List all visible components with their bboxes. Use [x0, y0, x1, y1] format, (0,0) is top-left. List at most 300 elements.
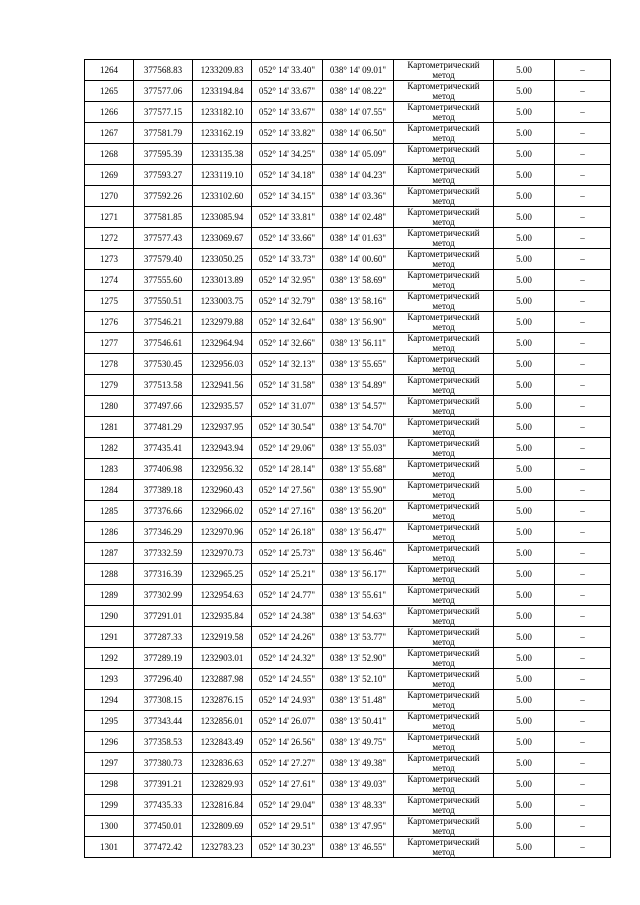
method-text: Картометрический [407, 837, 480, 847]
latitude-cell: 052° 14' 32.66" [252, 333, 323, 354]
table-row [85, 732, 611, 753]
y-coordinate-cell: 1233050.25 [193, 249, 252, 270]
point-number-cell: 1290 [85, 606, 134, 627]
longitude-cell: 038° 13' 49.75" [323, 732, 394, 753]
note-cell: – [555, 480, 611, 501]
latitude-cell: 052° 14' 33.40" [252, 60, 323, 81]
precision-cell: 5.00 [494, 669, 555, 690]
y-coordinate-cell: 1233209.83 [193, 60, 252, 81]
y-coordinate-cell: 1233135.38 [193, 144, 252, 165]
x-coordinate-cell: 377581.79 [134, 123, 193, 144]
method-text: метод [432, 553, 455, 563]
y-coordinate-cell: 1233069.67 [193, 228, 252, 249]
method-cell [394, 396, 494, 417]
method-text: Картометрический [407, 753, 480, 763]
x-coordinate-cell: 377291.01 [134, 606, 193, 627]
x-coordinate-cell: 377391.21 [134, 774, 193, 795]
method-text: Картометрический [407, 816, 480, 826]
longitude-cell: 038° 13' 55.65" [323, 354, 394, 375]
method-text: Картометрический [407, 102, 480, 112]
y-coordinate-cell: 1232943.94 [193, 438, 252, 459]
method-cell [394, 165, 494, 186]
note-cell: – [555, 123, 611, 144]
method-cell [394, 753, 494, 774]
precision-cell: 5.00 [494, 396, 555, 417]
method-text: метод [432, 469, 455, 479]
method-text: Картометрический [407, 606, 480, 616]
latitude-cell: 052° 14' 34.18" [252, 165, 323, 186]
document-page [84, 59, 611, 858]
method-text: метод [432, 679, 455, 689]
x-coordinate-cell: 377513.58 [134, 375, 193, 396]
method-cell [394, 102, 494, 123]
method-text: Картометрический [407, 270, 480, 280]
latitude-cell: 052° 14' 33.66" [252, 228, 323, 249]
longitude-cell: 038° 14' 01.63" [323, 228, 394, 249]
precision-cell: 5.00 [494, 123, 555, 144]
method-cell [394, 522, 494, 543]
note-cell: – [555, 228, 611, 249]
x-coordinate-cell: 377435.33 [134, 795, 193, 816]
precision-cell: 5.00 [494, 795, 555, 816]
x-coordinate-cell: 377406.98 [134, 459, 193, 480]
table-row [85, 480, 611, 501]
method-text: Картометрический [407, 228, 480, 238]
latitude-cell: 052° 14' 26.07" [252, 711, 323, 732]
note-cell: – [555, 249, 611, 270]
precision-cell: 5.00 [494, 837, 555, 858]
point-number-cell: 1265 [85, 81, 134, 102]
point-number-cell: 1273 [85, 249, 134, 270]
table-row [85, 690, 611, 711]
note-cell: – [555, 501, 611, 522]
table-row [85, 543, 611, 564]
table-row [85, 270, 611, 291]
x-coordinate-cell: 377579.40 [134, 249, 193, 270]
latitude-cell: 052° 14' 32.13" [252, 354, 323, 375]
method-text: метод [432, 280, 455, 290]
method-text: Картометрический [407, 375, 480, 385]
x-coordinate-cell: 377302.99 [134, 585, 193, 606]
x-coordinate-cell: 377289.19 [134, 648, 193, 669]
method-cell [394, 543, 494, 564]
x-coordinate-cell: 377592.26 [134, 186, 193, 207]
latitude-cell: 052° 14' 34.15" [252, 186, 323, 207]
point-number-cell: 1292 [85, 648, 134, 669]
method-text: метод [432, 742, 455, 752]
note-cell: – [555, 291, 611, 312]
longitude-cell: 038° 13' 56.20" [323, 501, 394, 522]
longitude-cell: 038° 14' 07.55" [323, 102, 394, 123]
longitude-cell: 038° 13' 55.90" [323, 480, 394, 501]
method-cell [394, 501, 494, 522]
table-row [85, 816, 611, 837]
method-cell [394, 207, 494, 228]
table-row [85, 60, 611, 81]
method-text: Картометрический [407, 312, 480, 322]
precision-cell: 5.00 [494, 228, 555, 249]
longitude-cell: 038° 14' 05.09" [323, 144, 394, 165]
method-cell [394, 648, 494, 669]
point-number-cell: 1264 [85, 60, 134, 81]
y-coordinate-cell: 1232956.03 [193, 354, 252, 375]
longitude-cell: 038° 13' 55.61" [323, 585, 394, 606]
y-coordinate-cell: 1232876.15 [193, 690, 252, 711]
point-number-cell: 1269 [85, 165, 134, 186]
longitude-cell: 038° 13' 53.77" [323, 627, 394, 648]
method-text: Картометрический [407, 669, 480, 679]
point-number-cell: 1294 [85, 690, 134, 711]
method-text: метод [432, 175, 455, 185]
x-coordinate-cell: 377472.42 [134, 837, 193, 858]
method-text: Картометрический [407, 60, 480, 70]
precision-cell: 5.00 [494, 333, 555, 354]
method-text: Картометрический [407, 207, 480, 217]
method-text: Картометрический [407, 585, 480, 595]
method-cell [394, 627, 494, 648]
method-cell [394, 228, 494, 249]
table-row [85, 144, 611, 165]
precision-cell: 5.00 [494, 501, 555, 522]
method-cell [394, 459, 494, 480]
longitude-cell: 038° 13' 54.63" [323, 606, 394, 627]
point-number-cell: 1286 [85, 522, 134, 543]
note-cell: – [555, 774, 611, 795]
y-coordinate-cell: 1232937.95 [193, 417, 252, 438]
table-row [85, 711, 611, 732]
method-text: Картометрический [407, 543, 480, 553]
method-cell [394, 606, 494, 627]
point-number-cell: 1276 [85, 312, 134, 333]
longitude-cell: 038° 13' 46.55" [323, 837, 394, 858]
method-cell [394, 795, 494, 816]
precision-cell: 5.00 [494, 417, 555, 438]
y-coordinate-cell: 1232919.58 [193, 627, 252, 648]
method-cell [394, 249, 494, 270]
y-coordinate-cell: 1232970.73 [193, 543, 252, 564]
x-coordinate-cell: 377346.29 [134, 522, 193, 543]
latitude-cell: 052° 14' 32.95" [252, 270, 323, 291]
longitude-cell: 038° 14' 04.23" [323, 165, 394, 186]
precision-cell: 5.00 [494, 354, 555, 375]
note-cell: – [555, 711, 611, 732]
method-text: метод [432, 259, 455, 269]
precision-cell: 5.00 [494, 438, 555, 459]
precision-cell: 5.00 [494, 816, 555, 837]
table-row [85, 606, 611, 627]
latitude-cell: 052° 14' 26.56" [252, 732, 323, 753]
point-number-cell: 1298 [85, 774, 134, 795]
precision-cell: 5.00 [494, 249, 555, 270]
longitude-cell: 038° 13' 56.47" [323, 522, 394, 543]
point-number-cell: 1295 [85, 711, 134, 732]
longitude-cell: 038° 13' 49.03" [323, 774, 394, 795]
method-text: метод [432, 238, 455, 248]
method-text: Картометрический [407, 354, 480, 364]
y-coordinate-cell: 1232783.23 [193, 837, 252, 858]
point-number-cell: 1272 [85, 228, 134, 249]
table-row [85, 333, 611, 354]
y-coordinate-cell: 1232970.96 [193, 522, 252, 543]
point-number-cell: 1275 [85, 291, 134, 312]
latitude-cell: 052° 14' 33.73" [252, 249, 323, 270]
x-coordinate-cell: 377450.01 [134, 816, 193, 837]
method-cell [394, 291, 494, 312]
note-cell: – [555, 522, 611, 543]
method-text: метод [432, 511, 455, 521]
longitude-cell: 038° 13' 55.68" [323, 459, 394, 480]
latitude-cell: 052° 14' 24.55" [252, 669, 323, 690]
method-text: метод [432, 385, 455, 395]
latitude-cell: 052° 14' 33.67" [252, 102, 323, 123]
longitude-cell: 038° 13' 56.17" [323, 564, 394, 585]
table-row [85, 585, 611, 606]
method-cell [394, 774, 494, 795]
method-cell [394, 186, 494, 207]
x-coordinate-cell: 377296.40 [134, 669, 193, 690]
longitude-cell: 038° 13' 54.70" [323, 417, 394, 438]
y-coordinate-cell: 1233162.19 [193, 123, 252, 144]
point-number-cell: 1268 [85, 144, 134, 165]
table-row [85, 312, 611, 333]
note-cell: – [555, 732, 611, 753]
note-cell: – [555, 669, 611, 690]
table-row [85, 669, 611, 690]
method-text: метод [432, 112, 455, 122]
method-text: метод [432, 616, 455, 626]
method-text: метод [432, 217, 455, 227]
coordinates-table-body [85, 60, 611, 858]
precision-cell: 5.00 [494, 480, 555, 501]
y-coordinate-cell: 1232960.43 [193, 480, 252, 501]
precision-cell: 5.00 [494, 312, 555, 333]
y-coordinate-cell: 1232965.25 [193, 564, 252, 585]
longitude-cell: 038° 13' 56.46" [323, 543, 394, 564]
precision-cell: 5.00 [494, 648, 555, 669]
note-cell: – [555, 459, 611, 480]
y-coordinate-cell: 1232941.56 [193, 375, 252, 396]
method-cell [394, 417, 494, 438]
table-row [85, 501, 611, 522]
method-text: Картометрический [407, 417, 480, 427]
latitude-cell: 052° 14' 29.04" [252, 795, 323, 816]
note-cell: – [555, 81, 611, 102]
y-coordinate-cell: 1233013.89 [193, 270, 252, 291]
y-coordinate-cell: 1232836.63 [193, 753, 252, 774]
method-text: Картометрический [407, 291, 480, 301]
x-coordinate-cell: 377568.83 [134, 60, 193, 81]
longitude-cell: 038° 13' 50.41" [323, 711, 394, 732]
point-number-cell: 1274 [85, 270, 134, 291]
note-cell: – [555, 333, 611, 354]
note-cell: – [555, 627, 611, 648]
y-coordinate-cell: 1232935.57 [193, 396, 252, 417]
point-number-cell: 1299 [85, 795, 134, 816]
point-number-cell: 1271 [85, 207, 134, 228]
precision-cell: 5.00 [494, 375, 555, 396]
method-cell [394, 144, 494, 165]
precision-cell: 5.00 [494, 732, 555, 753]
method-text: Картометрический [407, 81, 480, 91]
method-text: Картометрический [407, 732, 480, 742]
method-text: метод [432, 700, 455, 710]
point-number-cell: 1301 [85, 837, 134, 858]
note-cell: – [555, 270, 611, 291]
precision-cell: 5.00 [494, 186, 555, 207]
longitude-cell: 038° 13' 51.48" [323, 690, 394, 711]
method-text: метод [432, 448, 455, 458]
method-cell [394, 438, 494, 459]
point-number-cell: 1280 [85, 396, 134, 417]
latitude-cell: 052° 14' 24.77" [252, 585, 323, 606]
table-row [85, 438, 611, 459]
method-text: Картометрический [407, 522, 480, 532]
point-number-cell: 1297 [85, 753, 134, 774]
point-number-cell: 1288 [85, 564, 134, 585]
longitude-cell: 038° 13' 47.95" [323, 816, 394, 837]
table-row [85, 228, 611, 249]
table-row [85, 564, 611, 585]
precision-cell: 5.00 [494, 165, 555, 186]
note-cell: – [555, 312, 611, 333]
method-text: метод [432, 658, 455, 668]
point-number-cell: 1296 [85, 732, 134, 753]
note-cell: – [555, 816, 611, 837]
y-coordinate-cell: 1232816.84 [193, 795, 252, 816]
note-cell: – [555, 186, 611, 207]
point-number-cell: 1289 [85, 585, 134, 606]
method-text: Картометрический [407, 249, 480, 259]
method-cell [394, 585, 494, 606]
method-cell [394, 354, 494, 375]
method-text: метод [432, 91, 455, 101]
longitude-cell: 038° 13' 58.69" [323, 270, 394, 291]
longitude-cell: 038° 14' 02.48" [323, 207, 394, 228]
point-number-cell: 1300 [85, 816, 134, 837]
table-row [85, 396, 611, 417]
precision-cell: 5.00 [494, 585, 555, 606]
note-cell: – [555, 795, 611, 816]
x-coordinate-cell: 377343.44 [134, 711, 193, 732]
x-coordinate-cell: 377481.29 [134, 417, 193, 438]
method-cell [394, 81, 494, 102]
latitude-cell: 052° 14' 34.25" [252, 144, 323, 165]
longitude-cell: 038° 13' 49.38" [323, 753, 394, 774]
table-row [85, 207, 611, 228]
x-coordinate-cell: 377389.18 [134, 480, 193, 501]
method-text: Картометрический [407, 501, 480, 511]
y-coordinate-cell: 1232887.98 [193, 669, 252, 690]
latitude-cell: 052° 14' 27.27" [252, 753, 323, 774]
latitude-cell: 052° 14' 24.93" [252, 690, 323, 711]
latitude-cell: 052° 14' 31.07" [252, 396, 323, 417]
table-row [85, 522, 611, 543]
longitude-cell: 038° 14' 00.60" [323, 249, 394, 270]
precision-cell: 5.00 [494, 753, 555, 774]
method-cell [394, 690, 494, 711]
point-number-cell: 1277 [85, 333, 134, 354]
precision-cell: 5.00 [494, 564, 555, 585]
method-text: метод [432, 847, 455, 857]
longitude-cell: 038° 13' 48.33" [323, 795, 394, 816]
latitude-cell: 052° 14' 27.61" [252, 774, 323, 795]
method-text: Картометрический [407, 648, 480, 658]
point-number-cell: 1270 [85, 186, 134, 207]
precision-cell: 5.00 [494, 144, 555, 165]
point-number-cell: 1282 [85, 438, 134, 459]
method-text: метод [432, 532, 455, 542]
note-cell: – [555, 690, 611, 711]
note-cell: – [555, 543, 611, 564]
note-cell: – [555, 207, 611, 228]
latitude-cell: 052° 14' 30.54" [252, 417, 323, 438]
method-text: метод [432, 196, 455, 206]
y-coordinate-cell: 1233003.75 [193, 291, 252, 312]
precision-cell: 5.00 [494, 606, 555, 627]
latitude-cell: 052° 14' 33.82" [252, 123, 323, 144]
longitude-cell: 038° 13' 56.11" [323, 333, 394, 354]
table-row [85, 837, 611, 858]
longitude-cell: 038° 13' 52.90" [323, 648, 394, 669]
table-row [85, 186, 611, 207]
longitude-cell: 038° 13' 56.90" [323, 312, 394, 333]
note-cell: – [555, 165, 611, 186]
latitude-cell: 052° 14' 25.73" [252, 543, 323, 564]
latitude-cell: 052° 14' 33.67" [252, 81, 323, 102]
method-text: метод [432, 574, 455, 584]
x-coordinate-cell: 377332.59 [134, 543, 193, 564]
table-row [85, 165, 611, 186]
latitude-cell: 052° 14' 28.14" [252, 459, 323, 480]
note-cell: – [555, 753, 611, 774]
method-cell [394, 669, 494, 690]
method-text: метод [432, 763, 455, 773]
method-text: Картометрический [407, 438, 480, 448]
coordinates-table [84, 59, 611, 858]
latitude-cell: 052° 14' 32.79" [252, 291, 323, 312]
method-text: Картометрический [407, 711, 480, 721]
y-coordinate-cell: 1232966.02 [193, 501, 252, 522]
longitude-cell: 038° 13' 54.89" [323, 375, 394, 396]
method-text: метод [432, 595, 455, 605]
method-cell [394, 60, 494, 81]
table-row [85, 627, 611, 648]
table-row [85, 102, 611, 123]
method-text: Картометрический [407, 795, 480, 805]
y-coordinate-cell: 1232956.32 [193, 459, 252, 480]
note-cell: – [555, 354, 611, 375]
x-coordinate-cell: 377376.66 [134, 501, 193, 522]
method-cell [394, 732, 494, 753]
note-cell: – [555, 564, 611, 585]
method-text: метод [432, 154, 455, 164]
method-cell [394, 816, 494, 837]
y-coordinate-cell: 1232843.49 [193, 732, 252, 753]
method-text: Картометрический [407, 186, 480, 196]
x-coordinate-cell: 377308.15 [134, 690, 193, 711]
method-cell [394, 480, 494, 501]
method-text: метод [432, 364, 455, 374]
point-number-cell: 1278 [85, 354, 134, 375]
x-coordinate-cell: 377497.66 [134, 396, 193, 417]
y-coordinate-cell: 1233182.10 [193, 102, 252, 123]
precision-cell: 5.00 [494, 207, 555, 228]
latitude-cell: 052° 14' 31.58" [252, 375, 323, 396]
table-row [85, 795, 611, 816]
method-cell [394, 375, 494, 396]
precision-cell: 5.00 [494, 102, 555, 123]
y-coordinate-cell: 1233194.84 [193, 81, 252, 102]
